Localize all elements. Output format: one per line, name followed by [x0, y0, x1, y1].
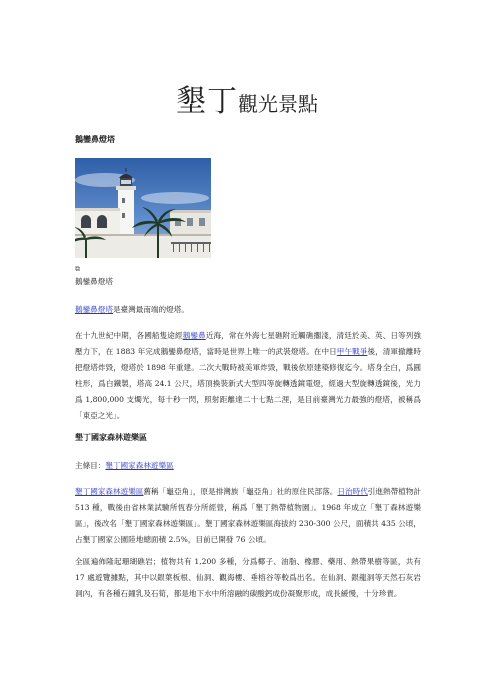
section-heading-forest: 墾丁國家森林遊樂區	[75, 432, 147, 442]
main-article-note: 主條目：墾丁國家森林遊樂區	[75, 461, 174, 470]
link-sino-japanese-war[interactable]: 甲午戰爭	[336, 347, 368, 356]
document-title	[0, 76, 494, 120]
link-japanese-era[interactable]: 日治時代	[337, 487, 368, 496]
enlarge-icon[interactable]: ⧉	[75, 265, 80, 273]
link-forest[interactable]: 墾丁國家森林遊樂區	[75, 487, 144, 496]
link-lighthouse[interactable]: 鵝鑾鼻燈塔	[75, 305, 113, 314]
link-eluanbi[interactable]: 鵝鑾鼻	[182, 331, 206, 340]
lighthouse-photo	[75, 158, 211, 258]
photo-caption: 鵝鑾鼻燈塔	[75, 277, 113, 286]
forest-history: 墾丁國家森林遊樂區舊稱「龜亞角」，原是排灣族「龜亞角」社的原住民部落。日治時代引進熱帶植物計 513 種，戰後由省林業試驗所恆春分所經營，稱爲「墾丁熱帶植物園」。1968 年成立「墾丁森林遊樂區」，後改名「墾丁國家森林遊樂區」。墾丁國家森林遊樂區海拔約 230-300 公尺，面積共 435 公頃，占墾丁國家公園陸地總面積 2.5%，目前已開發 76 公頃。	[75, 487, 422, 544]
section-heading-lighthouse: 鵝鑾鼻燈塔	[75, 134, 115, 144]
forest-description: 全區遍佈隆起珊瑚礁岩；植物共有 1,200 多種，分爲椰子、油脂、橡膠、藥用、熱帶果樹等區，共有 17 處遊覽據點，其中以銀葉板根、仙洞、觀海樓、垂榕谷等較爲出名。在仙洞、銀龍洞等天然石灰岩洞內，有各種石鐘乳及石筍，都是地下水中所溶融的碳酸鈣成份凝聚形成，成長緩慢，十分珍貴。	[75, 557, 421, 598]
lighthouse-history: 在十九世紀中期，各國船隻途經鵝鑾鼻近海，常在外海七星礁附近觸礁擱淺，清廷於美、英、日等列強壓力下，在 1883 年完成鵝鑾鼻燈塔，當時是世界上唯一的武裝燈塔。在中日甲午戰爭後，清軍撤離時把燈塔炸毀，燈塔於 1898 年重建。二次大戰時被美軍炸毀，戰後依原建築修復迄今。塔身全白，爲圓柱形，爲白鐵製，塔高 24.1 公尺，塔頂換裝新式大型四等旋轉透鏡電燈，經過大型旋轉透鏡後，光力爲 1,800,000 支燭光，每十秒一閃，照射距離達二十七點二浬，是目前臺灣光力最強的燈塔，被稱爲「東亞之光」。	[75, 331, 422, 420]
title-main: 墾丁	[176, 84, 238, 119]
link-forest-main[interactable]: 墾丁國家森林遊樂區	[105, 461, 174, 470]
lighthouse-intro: 鵝鑾鼻燈塔是臺灣最南端的燈塔。	[75, 305, 189, 314]
title-sub: 觀光景點	[238, 92, 318, 116]
